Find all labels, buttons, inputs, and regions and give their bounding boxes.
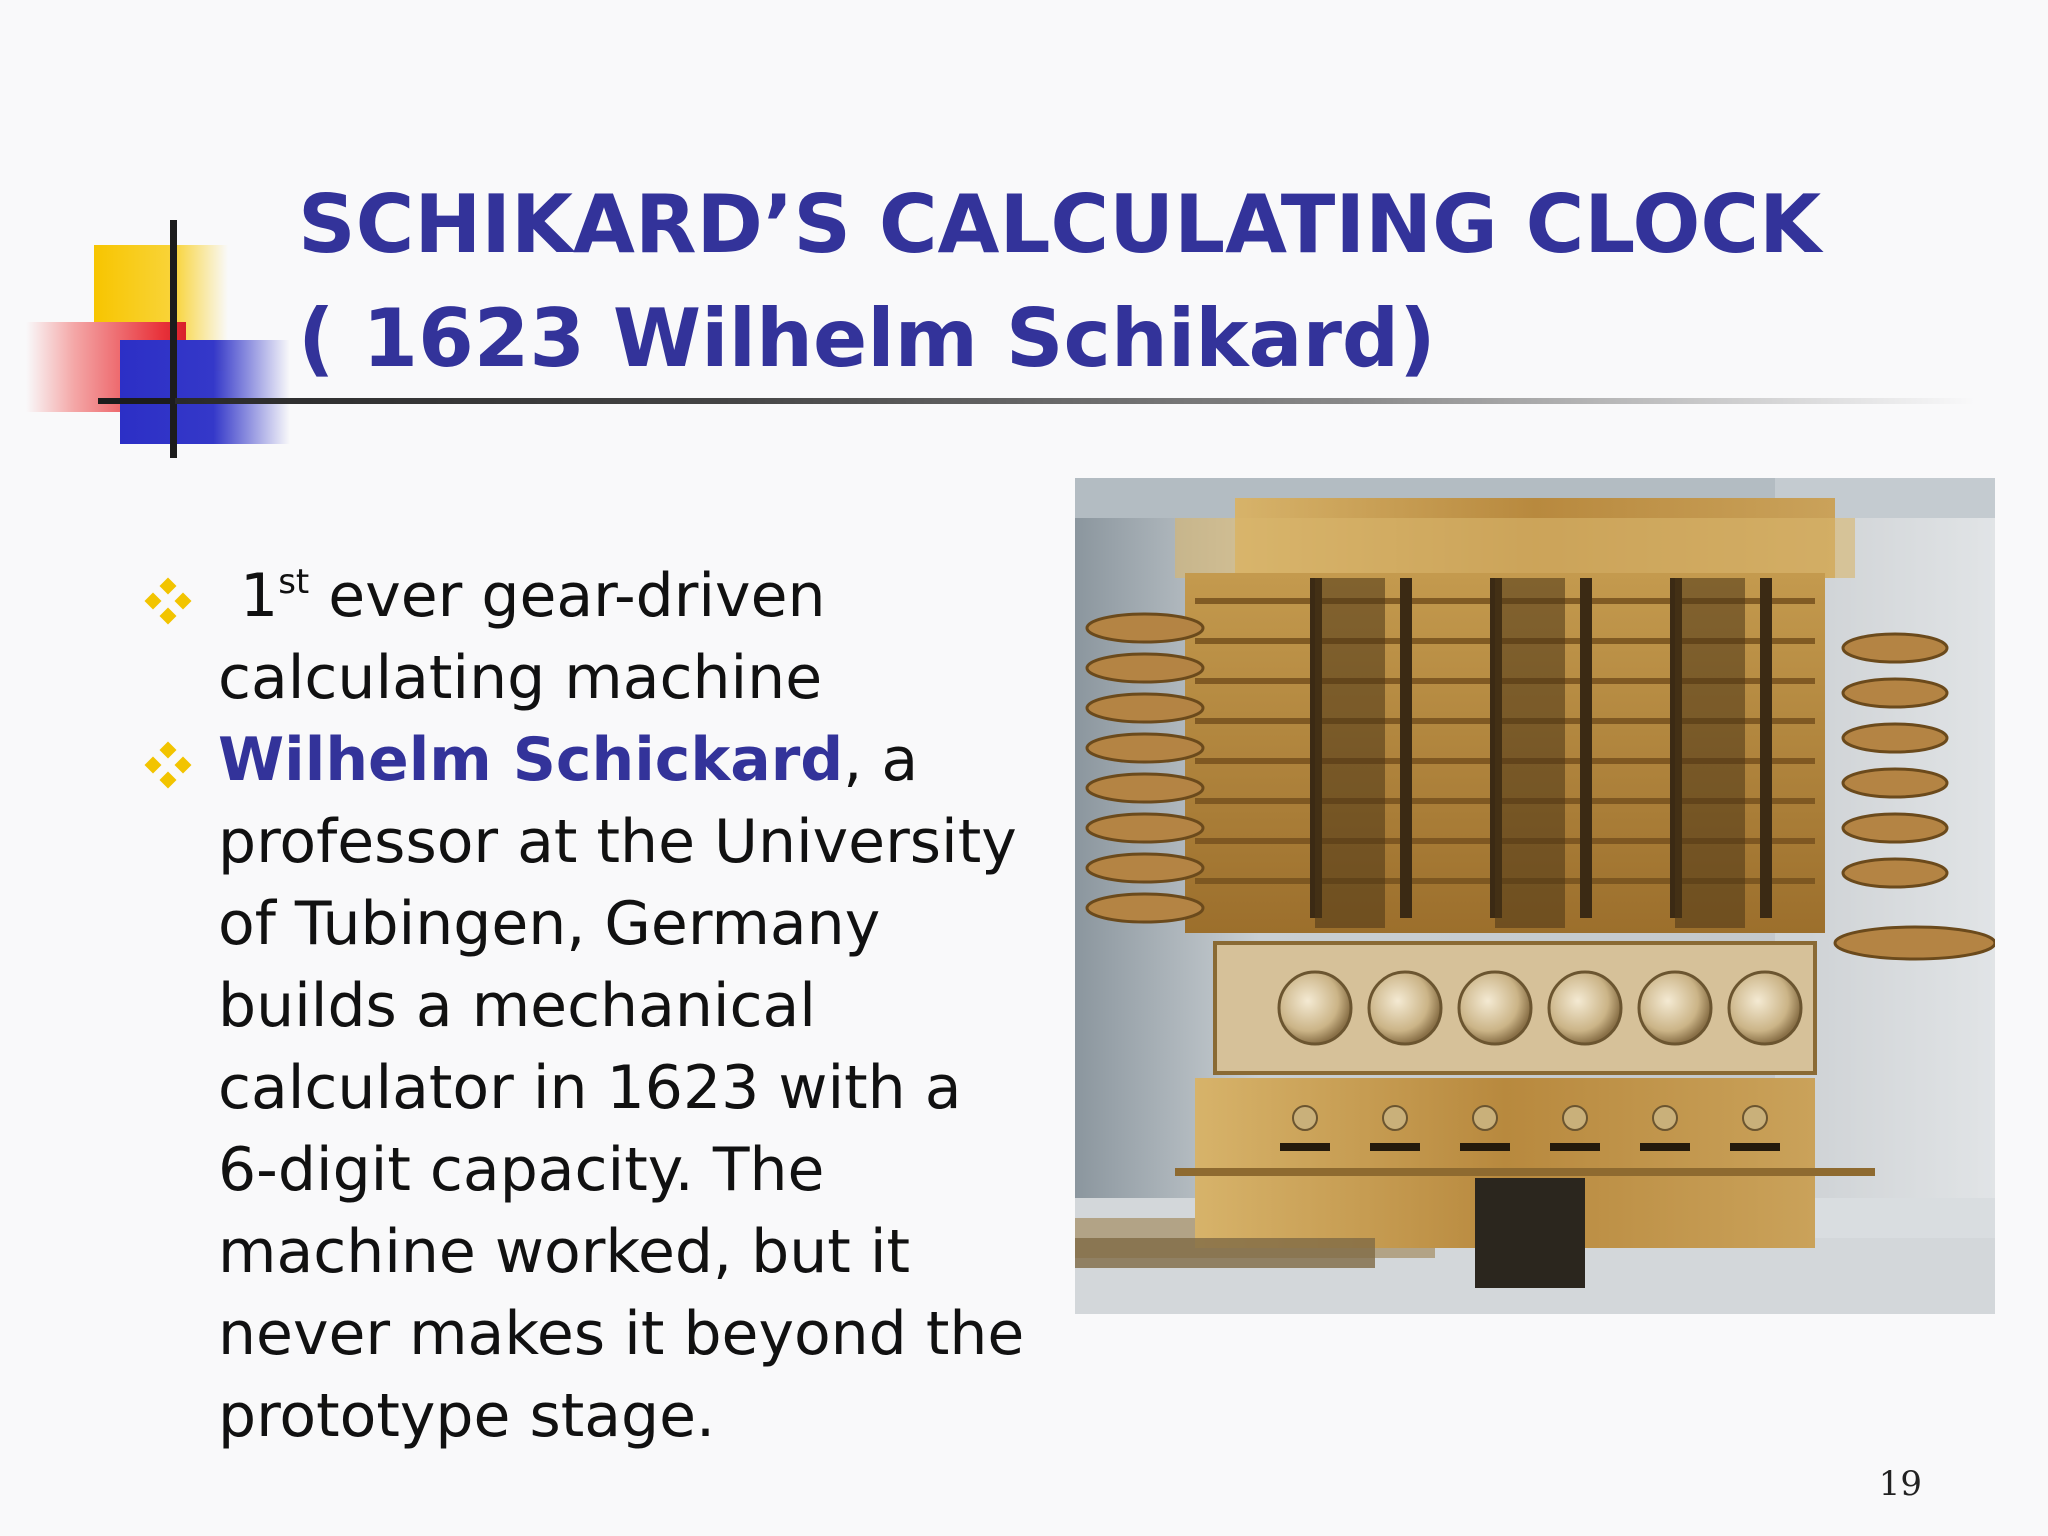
bullet-1-number: 1: [240, 561, 279, 631]
decoration-horizontal-line: [98, 398, 180, 404]
title-line-2: ( 1623 Wilhelm Schikard): [298, 292, 1436, 385]
bullet-1-superscript: st: [278, 562, 310, 602]
bullet-list: [140, 555, 1040, 1457]
page-number: 19: [1878, 1464, 1922, 1504]
slide-title: [298, 168, 2018, 396]
title-line-1: SCHIKARD’S CALCULATING CLOCK: [298, 178, 1822, 271]
bullet-2-text: , a professor at the University of Tubingen, Germany builds a mechanical calculator in 1623 with a 6-digit capacity. The machine worked, but it never makes it beyond the prototype stage.: [218, 725, 1025, 1451]
diamond-bullet-icon: [144, 741, 192, 789]
calculating-machine-photo: [1075, 478, 1995, 1314]
bullet-2-highlight-name: Wilhelm Schickard: [218, 725, 844, 795]
title-underline: [175, 398, 1975, 404]
bullet-item-schickard: [140, 719, 1040, 1457]
decoration-blue-square: [120, 340, 290, 444]
bullet-1-text: ever gear-driven calculating machine: [218, 561, 826, 713]
diamond-bullet-icon: [144, 577, 192, 625]
bullet-item-first-machine: [140, 555, 1040, 719]
decoration-vertical-line: [170, 220, 177, 458]
